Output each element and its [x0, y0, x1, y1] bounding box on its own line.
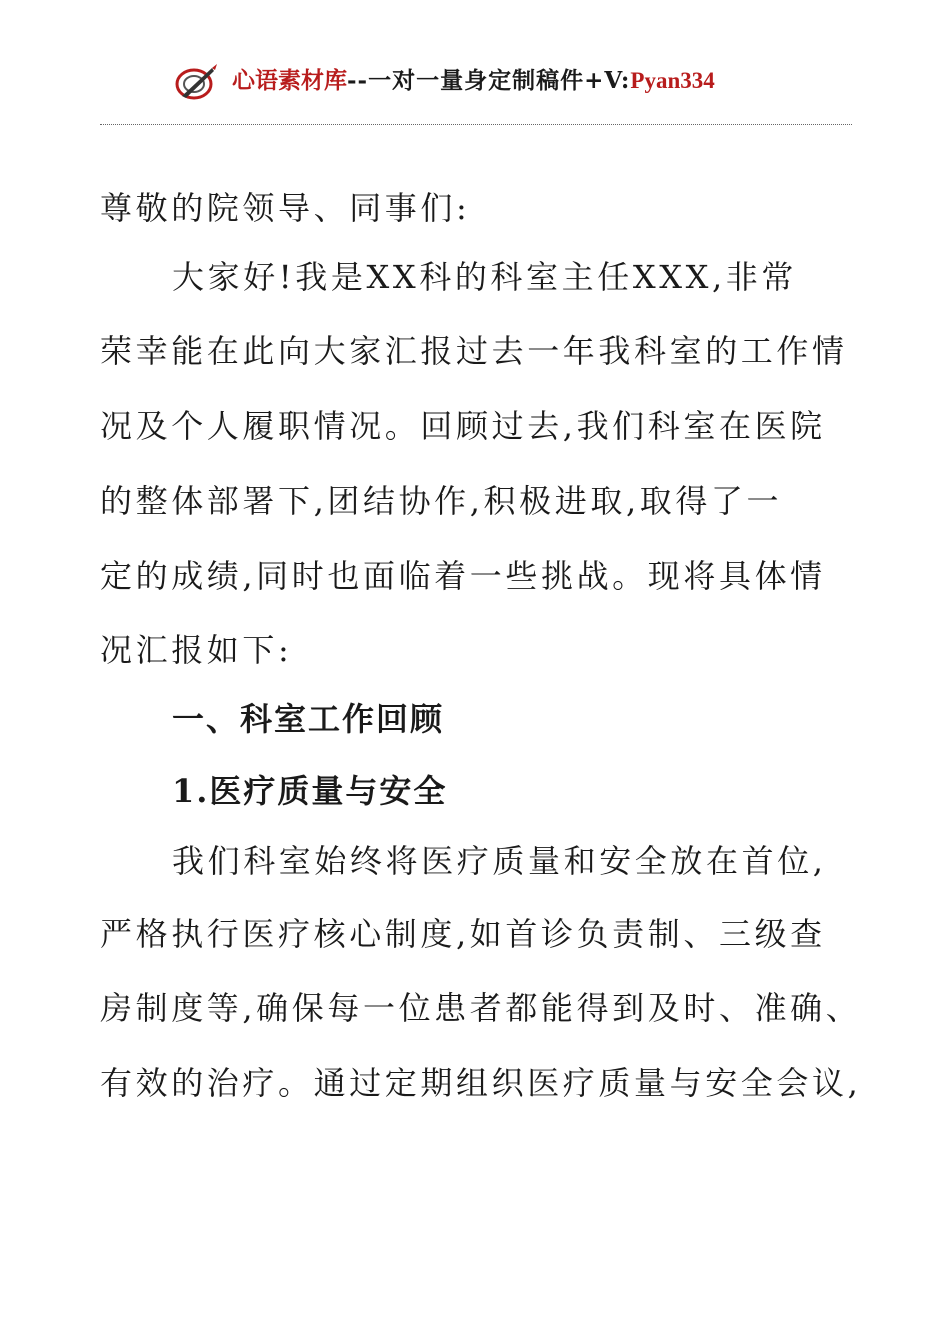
- paragraph-line: 况及个人履职情况。回顾过去,我们科室在医院: [100, 407, 826, 445]
- paragraph-line: 大家好!我是XX科的科室主任XXX,非常: [172, 258, 797, 296]
- subsection-heading: 1.医疗质量与安全: [172, 772, 448, 810]
- header-divider: [100, 124, 852, 125]
- contact-id: Pyan334: [630, 68, 715, 93]
- paragraph-line: 严格执行医疗核心制度,如首诊负责制、三级查: [100, 915, 826, 953]
- paragraph-line: 况汇报如下:: [100, 631, 293, 669]
- paragraph-line: 定的成绩,同时也面临着一些挑战。现将具体情: [100, 557, 826, 595]
- header-banner: [232, 66, 715, 96]
- paragraph-line: 的整体部署下,团结协作,积极进取,取得了一: [100, 482, 783, 520]
- paragraph-line: 有效的治疗。通过定期组织医疗质量与安全会议,: [100, 1064, 862, 1102]
- paragraph-line: 房制度等,确保每一位患者都能得到及时、准确、: [100, 989, 862, 1027]
- quill-logo-icon: [174, 62, 218, 102]
- paragraph-line: 我们科室始终将医疗质量和安全放在首位,: [172, 842, 827, 880]
- header-slogan: --一对一量身定制稿件+V:: [347, 67, 631, 94]
- paragraph-line: 荣幸能在此向大家汇报过去一年我科室的工作情: [100, 332, 848, 370]
- salutation: 尊敬的院领导、同事们:: [100, 189, 471, 227]
- page-header: [0, 52, 950, 108]
- section-heading: 一、科室工作回顾: [172, 700, 445, 738]
- brand-name: 心语素材库: [232, 67, 347, 94]
